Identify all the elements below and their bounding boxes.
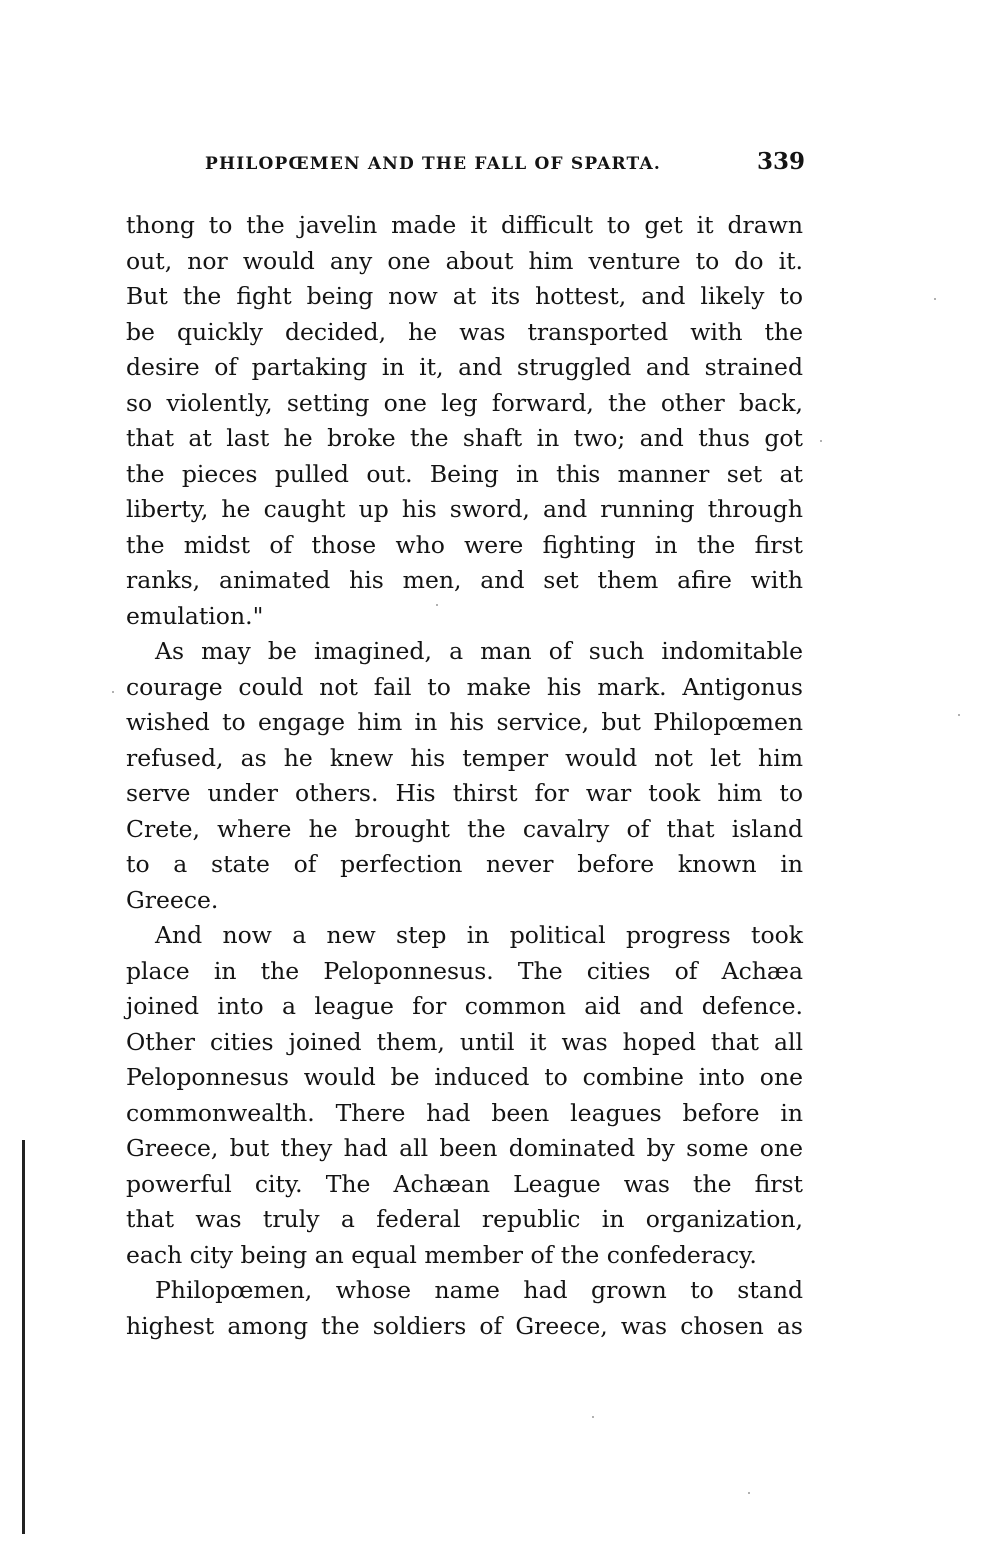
- text-line: Peloponnesus would be induced to combine into one: [126, 1063, 803, 1091]
- scan-speck: [112, 691, 114, 693]
- text-line: wished to engage him in his service, but Philopœmen: [126, 708, 803, 736]
- text-line: emulation.": [126, 601, 264, 630]
- text-line: be quickly decided, he was transported with the: [126, 317, 803, 346]
- text-line: Other cities joined them, until it was hoped that all: [126, 1027, 803, 1056]
- scan-speck: [934, 298, 936, 300]
- text-line: joined into a league for common aid and defence.: [126, 992, 803, 1020]
- body-text: [126, 208, 803, 1344]
- page-header: [205, 148, 805, 182]
- text-line: refused, as he knew his temper would not let him: [126, 743, 803, 772]
- text-line: commonwealth. There had been leagues before in: [126, 1098, 803, 1127]
- text-line: that at last he broke the shaft in two; and thus got: [126, 424, 803, 452]
- text-line: Greece.: [126, 885, 219, 914]
- text-line: Crete, where he brought the cavalry of that island: [126, 814, 803, 843]
- text-line: ranks, animated his men, and set them afire with: [126, 566, 803, 594]
- page-number: 339: [756, 148, 805, 175]
- text-line: so violently, setting one leg forward, the other back,: [126, 388, 803, 417]
- text-line: liberty, he caught up his sword, and running through: [126, 495, 803, 523]
- text-line: each city being an equal member of the confederacy.: [126, 1240, 757, 1269]
- text-line: the midst of those who were fighting in the first: [126, 530, 803, 559]
- running-title: PHILOPŒMEN AND THE FALL OF SPARTA.: [205, 154, 661, 174]
- scan-margin-rule: [22, 1140, 25, 1534]
- text-line: courage could not fail to make his mark. Antigonus: [126, 672, 803, 701]
- text-line: serve under others. His thirst for war took him to: [126, 779, 803, 807]
- text-line: But the fight being now at its hottest, and likely to: [126, 282, 803, 310]
- text-line: out, nor would any one about him venture to do it.: [126, 246, 803, 275]
- scan-speck: [748, 1492, 750, 1494]
- paragraph-start: Philopœmen, whose name had grown to stand: [155, 1276, 803, 1304]
- scan-speck: [436, 604, 438, 606]
- text-line: that was truly a federal republic in organization,: [126, 1205, 803, 1233]
- text-line: desire of partaking in it, and struggled and strained: [126, 353, 803, 381]
- scan-speck: [820, 440, 822, 442]
- paragraph-start: And now a new step in political progress took: [155, 921, 803, 949]
- text-line: to a state of perfection never before known in: [126, 850, 803, 878]
- scan-speck: [592, 1416, 594, 1418]
- text-line: the pieces pulled out. Being in this manner set at: [126, 459, 803, 488]
- paragraph-start: As may be imagined, a man of such indomitable: [155, 637, 803, 665]
- text-line: powerful city. The Achæan League was the first: [126, 1169, 803, 1198]
- text-line: Greece, but they had all been dominated by some one: [126, 1134, 803, 1162]
- text-line: place in the Peloponnesus. The cities of Achæa: [126, 956, 803, 985]
- scan-speck: [958, 714, 960, 716]
- text-line: thong to the javelin made it difficult to get it drawn: [126, 211, 803, 239]
- text-line: highest among the soldiers of Greece, was chosen as: [126, 1311, 803, 1340]
